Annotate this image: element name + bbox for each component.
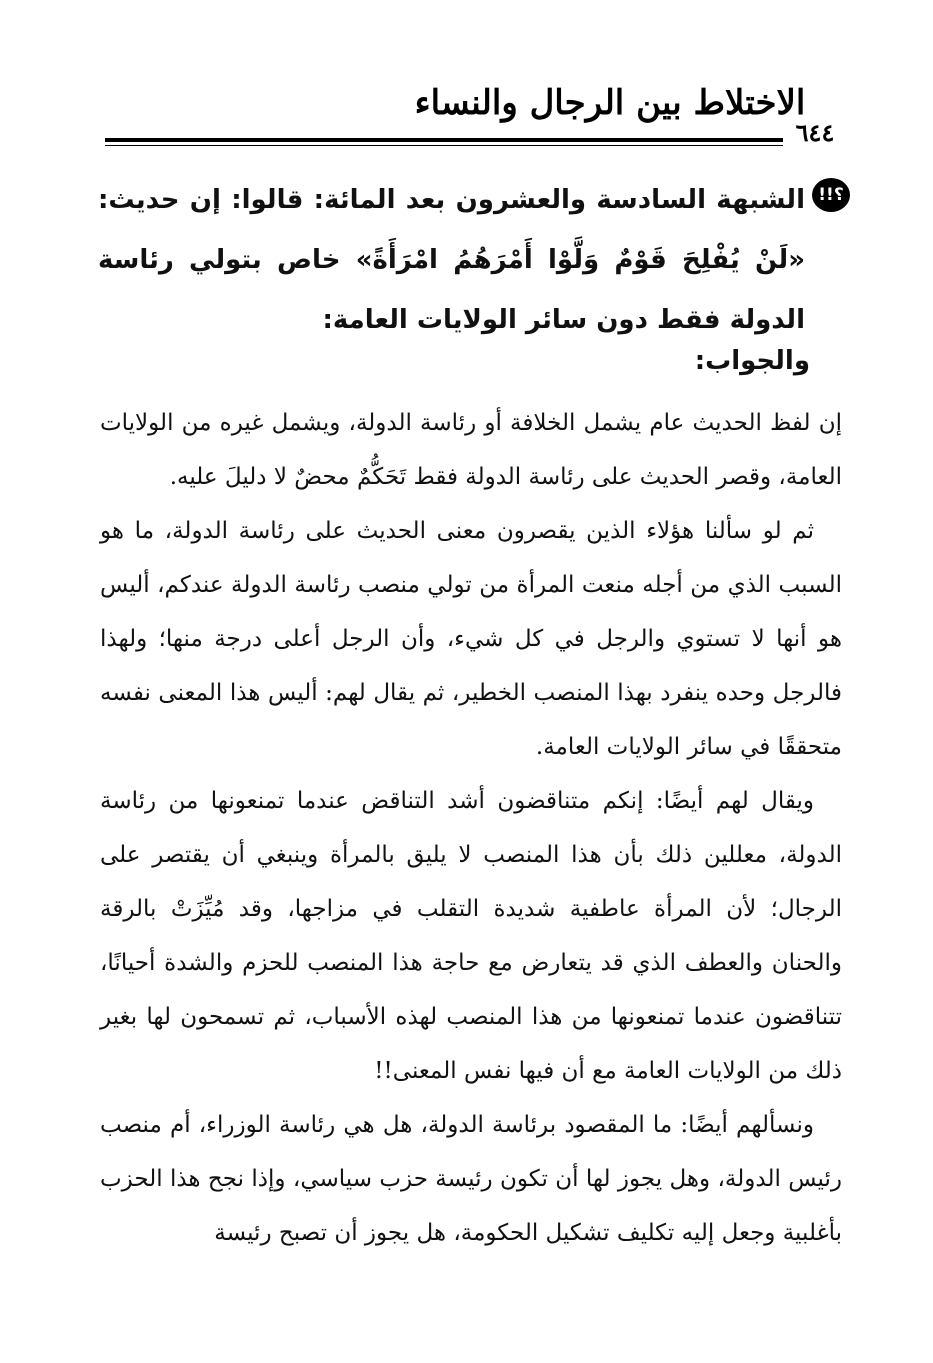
question-badge-icon: !!؟ — [812, 178, 850, 212]
page-number: ٦٤٤ — [795, 118, 835, 147]
body-text — [100, 396, 842, 1260]
question-heading: الشبهة السادسة والعشرون بعد المائة: قالوا: إن حديث: «لَنْ يُفْلِحَ قَوْمٌ وَلَّوْا أَمْرَهُمُ امْرَأَةً» خاص بتولي رئاسة الدولة فقط دون سائر الولايات العامة: — [98, 185, 805, 335]
paragraph: ويقال لهم أيضًا: إنكم متناقضون أشد التناقض عندما تمنعونها من رئاسة الدولة، معللين ذلك بأن هذا المنصب لا يليق بالمرأة وينبغي أن يقتصر على الرجال؛ لأن المرأة عاطفية شديدة التقلب في مزاجها، وقد مُيِّزَتْ بالرقة والحنان والعطف الذي قد يتعارض مع حاجة هذا المنصب للحزم والشدة أحيانًا، تتناقضون عندما تمنعونها من هذا المنصب لهذه الأسباب، ثم تسمحون لها بغير ذلك من الولايات العامة مع أن فيها نفس المعنى!! — [100, 788, 842, 1084]
answer-heading: والجواب: — [694, 346, 810, 376]
paragraph: ونسألهم أيضًا: ما المقصود برئاسة الدولة، هل هي رئاسة الوزراء، أم منصب رئيس الدولة، وهل يجوز لها أن تكون رئيسة حزب سياسي، وإذا نجح هذا الحزب بأغلبية وجعل إليه تكليف تشكيل الحكومة، هل يجوز أن تصبح رئيسة — [100, 1112, 842, 1246]
paragraph: ثم لو سألنا هؤلاء الذين يقصرون معنى الحديث على رئاسة الدولة، ما هو السبب الذي من أجله منعت المرأة من تولي منصب رئاسة الدولة عندكم، أليس هو أنها لا تستوي والرجل في كل شيء، وأن الرجل أعلى درجة منها؛ ولهذا فالرجل وحده ينفرد بهذا المنصب الخطير، ثم يقال لهم: أليس هذا المعنى نفسه متحققًا في سائر الولايات العامة. — [100, 518, 842, 760]
header-rule — [105, 138, 783, 142]
paragraph: إن لفظ الحديث عام يشمل الخلافة أو رئاسة الدولة، ويشمل غيره من الولايات العامة، وقصر الحديث على رئاسة الدولة فقط تَحَكُّمٌ محضٌ لا دليلَ عليه. — [100, 410, 842, 490]
running-title: الاختلاط بين الرجال والنساء — [414, 83, 806, 123]
header-rule-thin — [105, 145, 783, 146]
